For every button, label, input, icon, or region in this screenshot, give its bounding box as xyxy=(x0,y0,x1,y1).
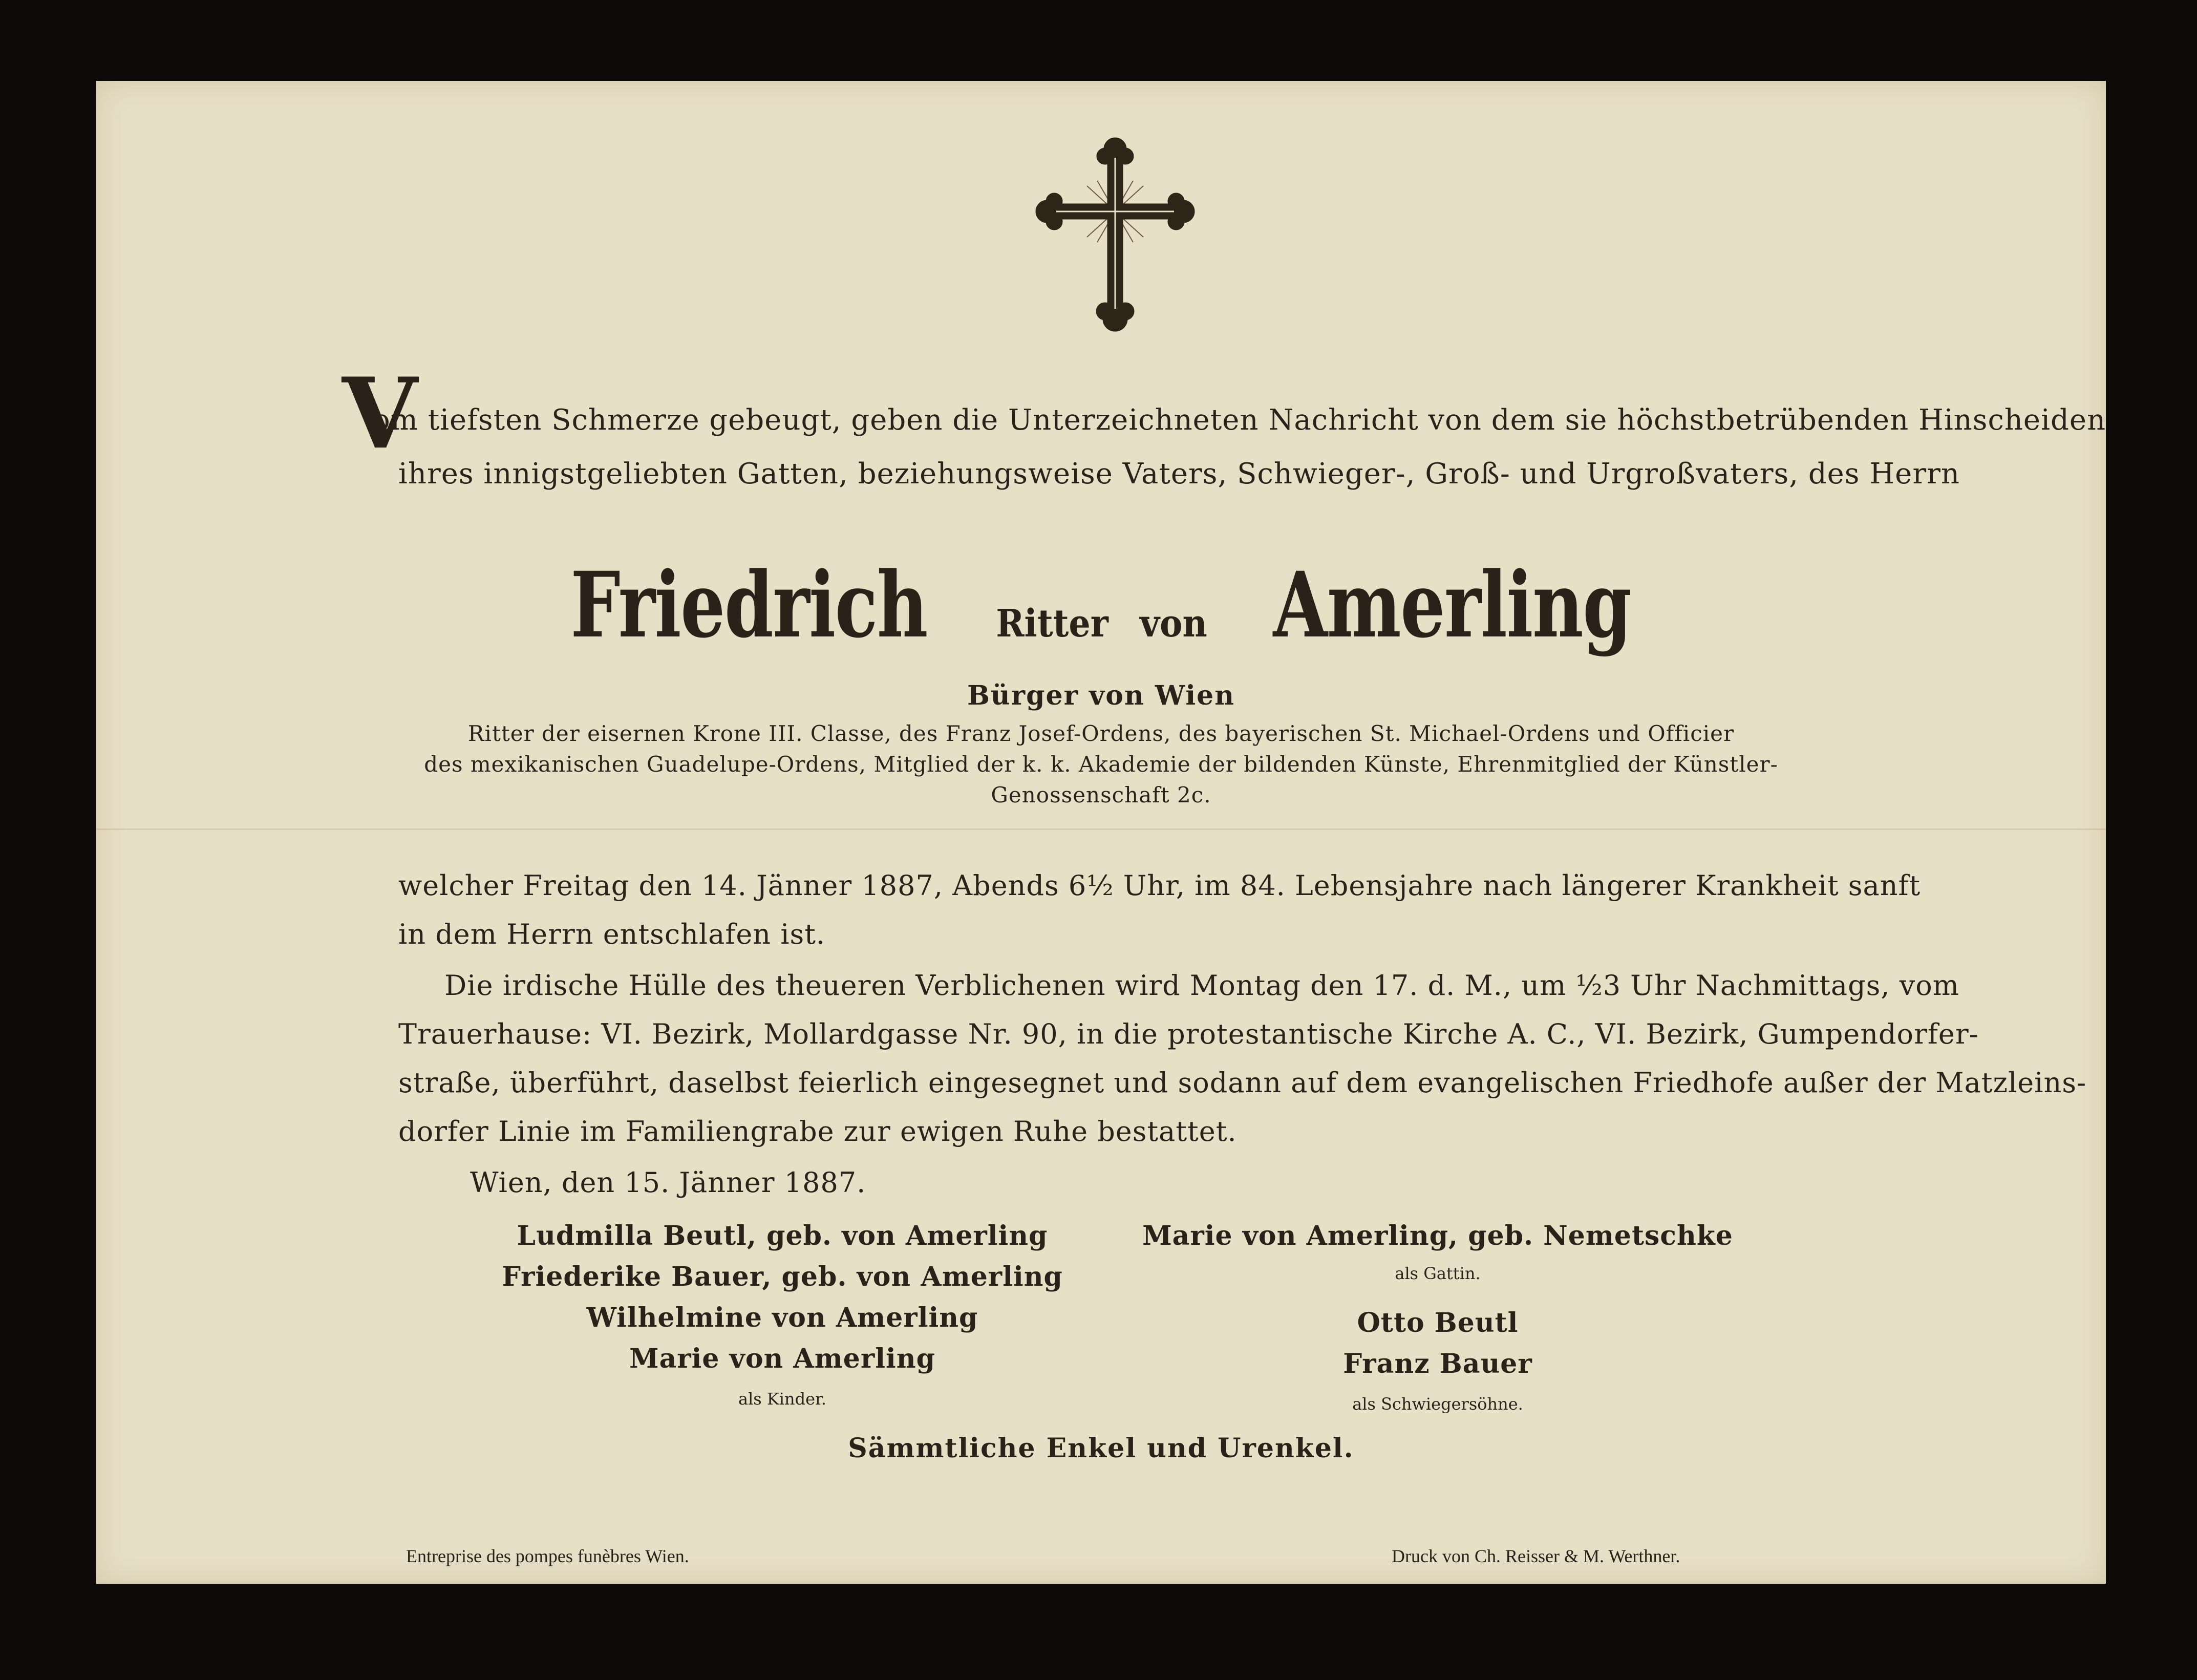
signatory-wife: Marie von Amerling, geb. Nemetschke xyxy=(1142,1220,1733,1251)
signatory-son-in-law: Otto Beutl xyxy=(1357,1307,1519,1338)
honors-line-2: des mexikanischen Guadelupe-Ordens, Mitglied der k. k. Akademie der bildenden Künste, Ehrenmitglied der Künstler- xyxy=(424,752,1778,777)
body-line-2: in dem Herrn entschlafen ist. xyxy=(398,918,826,950)
signatory-child: Friederike Bauer, geb. von Amerling xyxy=(502,1261,1063,1292)
body-line-1: welcher Freitag den 14. Jänner 1887, Abends 6½ Uhr, im 84. Lebensjahre nach längerer Krankheit sanft xyxy=(398,869,1921,902)
rank-title: Ritter xyxy=(996,602,1108,646)
honors-line-1: Ritter der eisernen Krone III. Classe, des Franz Josef-Ordens, des bayerischen St. Michael-Ordens und Officier xyxy=(467,721,1735,746)
intro-line-2: ihres innigstgeliebten Gatten, beziehungsweise Vaters, Schwieger-, Groß- und Urgroßvaters, des Herrn xyxy=(398,457,1960,491)
signatory-child: Wilhelmine von Amerling xyxy=(586,1302,978,1333)
undertaker-imprint: Entreprise des pompes funèbres Wien. xyxy=(406,1546,689,1566)
fold-crease xyxy=(96,828,2106,830)
honors-line-3: Genossenschaft 2c. xyxy=(991,782,1211,807)
funeral-notice-sheet xyxy=(96,81,2106,1584)
deceased-name xyxy=(96,552,2106,658)
intro-line-1: om tiefsten Schmerze gebeugt, geben die Unterzeichneten Nachricht von dem sie höchstbetrübenden Hinscheiden xyxy=(373,403,2106,437)
children-note: als Kinder. xyxy=(738,1389,827,1409)
body-line-5: straße, überführt, daselbst feierlich eingesegnet und sodann auf dem evangelischen Friedhofe außer der Matzleins- xyxy=(398,1067,2087,1099)
signatory-child: Marie von Amerling xyxy=(629,1343,935,1374)
signatory-son-in-law: Franz Bauer xyxy=(1343,1348,1532,1379)
body-line-3: Die irdische Hülle des theueren Verblichenen wird Montag den 17. d. M., um ½3 Uhr Nachmittags, vom xyxy=(444,969,1959,1002)
printer-imprint: Druck von Ch. Reisser & M. Werthner. xyxy=(1392,1546,1680,1566)
dateline: Wien, den 15. Jänner 1887. xyxy=(470,1166,866,1199)
drop-cap: V xyxy=(342,356,418,471)
sons-in-law-note: als Schwiegersöhne. xyxy=(1352,1394,1523,1414)
grandchildren-line: Sämmtliche Enkel und Urenkel. xyxy=(848,1433,1354,1464)
name-particle: von xyxy=(1140,602,1207,646)
last-name: Amerling xyxy=(1273,552,1632,658)
wife-note: als Gattin. xyxy=(1395,1264,1481,1283)
signatory-child: Ludmilla Beutl, geb. von Amerling xyxy=(517,1220,1048,1251)
first-name: Friedrich xyxy=(570,552,928,658)
body-line-6: dorfer Linie im Familiengrabe zur ewigen Ruhe bestattet. xyxy=(398,1115,1237,1147)
citizen-title: Bürger von Wien xyxy=(967,680,1235,711)
body-line-4: Trauerhause: VI. Bezirk, Mollardgasse Nr. 90, in die protestantische Kirche A. C., VI. Bezirk, Gumpendorfer- xyxy=(398,1018,1979,1050)
cross-ornament-icon xyxy=(1031,135,1200,339)
